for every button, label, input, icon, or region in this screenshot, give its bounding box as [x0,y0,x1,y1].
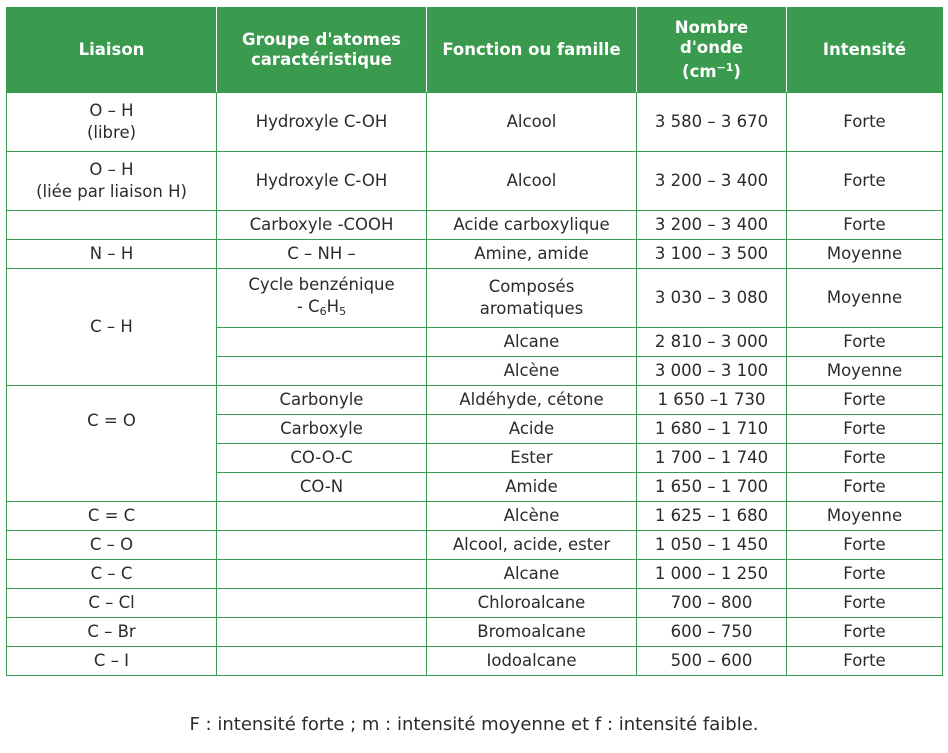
cell-nombre: 600 – 750 [637,618,787,647]
cell-liaison [7,93,217,152]
cell-intensite: Forte [787,444,943,473]
ir-absorption-table [6,7,943,676]
cell-nombre: 1 000 – 1 250 [637,560,787,589]
cell-intensite: Forte [787,152,943,211]
header-intensite: Intensité [787,8,943,93]
cell-fonction: Alcool [427,152,637,211]
cell-groupe: Carboxyle [217,415,427,444]
cell-fonction: Acide [427,415,637,444]
table-row [7,240,943,269]
cell-intensite: Forte [787,560,943,589]
cell-fonction: Acide carboxylique [427,211,637,240]
cell-liaison [7,152,217,211]
cell-liaison [7,211,217,240]
cell-intensite: Forte [787,618,943,647]
table-row [7,560,943,589]
table-row [7,618,943,647]
cell-nombre: 700 – 800 [637,589,787,618]
cell-fonction: Alcool, acide, ester [427,531,637,560]
table-row [7,152,943,211]
cell-groupe: Hydroxyle C-OH [217,152,427,211]
cell-nombre: 3 000 – 3 100 [637,357,787,386]
cell-nombre: 1 650 –1 730 [637,386,787,415]
header-fonction-text: Fonction ou famille [442,40,621,59]
liaison-line2: (libre) [86,123,137,142]
cell-groupe [217,531,427,560]
cell-nombre: 1 700 – 1 740 [637,444,787,473]
header-nombre-unit-close: ) [733,62,741,81]
cell-nombre: 3 100 – 3 500 [637,240,787,269]
cell-groupe [217,328,427,357]
header-nombre-unit-exp: −1 [716,61,734,74]
cell-fonction: Amide [427,473,637,502]
cell-groupe [217,589,427,618]
table-row [7,589,943,618]
table-row [7,647,943,676]
cell-fonction: Alcool [427,93,637,152]
liaison-line1: O – H [89,101,134,120]
cell-intensite: Forte [787,211,943,240]
cell-nombre: 3 200 – 3 400 [637,152,787,211]
cell-nombre: 3 200 – 3 400 [637,211,787,240]
cell-nombre: 500 – 600 [637,647,787,676]
cell-liaison: C = O [7,386,217,502]
groupe-mid: H [326,296,340,316]
cell-liaison: C – Br [7,618,217,647]
cell-nombre: 1 680 – 1 710 [637,415,787,444]
liaison-line2: (liée par liaison H) [36,182,187,201]
table-body [7,93,943,676]
table-header [7,8,943,93]
cell-groupe: CO-O-C [217,444,427,473]
cell-intensite: Moyenne [787,269,943,328]
header-nombre-unit-open: (cm [682,62,717,81]
cell-nombre: 1 650 – 1 700 [637,473,787,502]
cell-nombre: 2 810 – 3 000 [637,328,787,357]
header-nombre [637,8,787,93]
groupe-subscript-6: 6 [319,304,327,318]
table-row [7,211,943,240]
table-row [7,93,943,152]
cell-intensite: Forte [787,415,943,444]
cell-liaison: C – O [7,531,217,560]
cell-groupe: Carbonyle [217,386,427,415]
cell-nombre: 1 625 – 1 680 [637,502,787,531]
groupe-line1: Cycle benzénique [248,274,395,294]
cell-groupe [217,269,427,328]
header-groupe [217,8,427,93]
cell-intensite: Forte [787,93,943,152]
cell-liaison: C – I [7,647,217,676]
cell-liaison: C – Cl [7,589,217,618]
cell-groupe: C – NH – [217,240,427,269]
fonction-line1: Composés [488,277,575,296]
cell-liaison: C – C [7,560,217,589]
cell-nombre: 3 580 – 3 670 [637,93,787,152]
cell-fonction: Bromoalcane [427,618,637,647]
cell-groupe [217,618,427,647]
cell-liaison: N – H [7,240,217,269]
header-row [7,8,943,93]
cell-intensite: Forte [787,386,943,415]
cell-intensite: Forte [787,589,943,618]
cell-fonction: Alcane [427,560,637,589]
cell-groupe [217,357,427,386]
cell-fonction: Aldéhyde, cétone [427,386,637,415]
header-groupe-text: Groupe d'atomes caractéristique [242,30,401,69]
fonction-line2: aromatiques [479,299,584,318]
cell-fonction: Alcane [427,328,637,357]
cell-fonction: Amine, amide [427,240,637,269]
groupe-subscript-5: 5 [339,304,347,318]
cell-groupe: CO-N [217,473,427,502]
cell-fonction: Chloroalcane [427,589,637,618]
header-liaison: Liaison [7,8,217,93]
cell-liaison: C = C [7,502,217,531]
cell-groupe [217,502,427,531]
cell-intensite: Forte [787,531,943,560]
table-row [7,269,943,328]
cell-intensite: Forte [787,647,943,676]
cell-intensite: Moyenne [787,240,943,269]
cell-intensite: Forte [787,328,943,357]
cell-nombre: 1 050 – 1 450 [637,531,787,560]
cell-fonction [427,269,637,328]
cell-fonction: Ester [427,444,637,473]
table-row [7,531,943,560]
cell-fonction: Alcène [427,502,637,531]
table-row [7,386,943,415]
cell-groupe [217,560,427,589]
cell-intensite: Moyenne [787,502,943,531]
cell-groupe: Carboxyle -COOH [217,211,427,240]
header-fonction [427,8,637,93]
groupe-line2-prefix: - C [296,296,320,316]
header-nombre-line1: Nombre [674,18,749,37]
cell-groupe: Hydroxyle C-OH [217,93,427,152]
header-nombre-line2: d'onde [680,38,743,57]
liaison-line1: O – H [89,160,134,179]
cell-intensite: Moyenne [787,357,943,386]
cell-groupe [217,647,427,676]
cell-intensite: Forte [787,473,943,502]
cell-fonction: Iodoalcane [427,647,637,676]
cell-liaison: C – H [7,269,217,386]
table-row [7,502,943,531]
cell-fonction: Alcène [427,357,637,386]
cell-nombre: 3 030 – 3 080 [637,269,787,328]
table-caption: F : intensité forte ; m : intensité moyenne et f : intensité faible. [189,714,759,735]
